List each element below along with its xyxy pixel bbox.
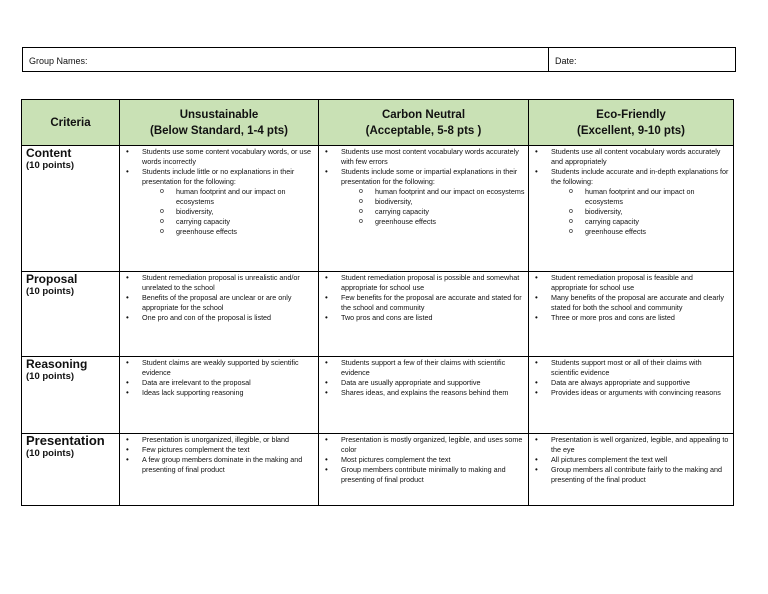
list-item: • Students support a few of their claims with scientific evidence bbox=[323, 358, 525, 378]
list-item: • Shares ideas, and explains the reasons behind them bbox=[323, 388, 525, 398]
proposal-unsustainable-cell bbox=[120, 272, 319, 357]
list-item: • Students include some or impartial explanations in their presentation for the following: o human footprint and our impact on ecosystems o biodiversity, o carrying capacity o greenhouse effects bbox=[323, 167, 525, 227]
sub-list-item: o biodiversity, bbox=[341, 197, 525, 207]
date-field[interactable] bbox=[549, 48, 735, 71]
list-item: • One pro and con of the proposal is listed bbox=[124, 313, 315, 323]
content-unsustainable-cell bbox=[120, 146, 319, 272]
list-item: • Presentation is mostly organized, legible, and uses some color bbox=[323, 435, 525, 455]
list-item: • Student remediation proposal is possible and somewhat appropriate for school use bbox=[323, 273, 525, 293]
reasoning-points: (10 points) bbox=[26, 371, 75, 382]
eco-friendly-header bbox=[529, 100, 734, 146]
list-item: • Most pictures complement the text bbox=[323, 455, 525, 465]
content-name: Content bbox=[26, 146, 72, 160]
presentation-row bbox=[22, 434, 734, 506]
group-names-field[interactable] bbox=[23, 48, 549, 71]
sub-list-item: o greenhouse effects bbox=[142, 227, 315, 237]
list-item: • Provides ideas or arguments with convincing reasons bbox=[533, 388, 730, 398]
reasoning-unsustainable-cell bbox=[120, 357, 319, 434]
reasoning-carbon-neutral-cell bbox=[319, 357, 529, 434]
content-eco-friendly-cell bbox=[529, 146, 734, 272]
sub-list-item: o biodiversity, bbox=[551, 207, 730, 217]
proposal-name: Proposal bbox=[26, 272, 78, 286]
list-item: • Few benefits for the proposal are accurate and stated for the school and community bbox=[323, 293, 525, 313]
carbon-neutral-header bbox=[319, 100, 529, 146]
presentation-carbon-neutral-cell bbox=[319, 434, 529, 506]
list-item: • Students use some content vocabulary words, or use words incorrectly bbox=[124, 147, 315, 167]
group-names-label: Group Names: bbox=[29, 56, 88, 66]
list-item: • Students include little or no explanations in their presentation for the following: o human footprint and our impact on ecosystems o biodiversity, o carrying capacity o greenhouse effects bbox=[124, 167, 315, 237]
reasoning-name: Reasoning bbox=[26, 357, 88, 371]
list-item: • Presentation is well organized, legible, and appealing to the eye bbox=[533, 435, 730, 455]
presentation-unsustainable-cell bbox=[120, 434, 319, 506]
presentation-criteria-cell bbox=[22, 434, 120, 506]
carbon-neutral-subtitle: (Acceptable, 5-8 pts ) bbox=[365, 124, 482, 137]
carbon-neutral-title: Carbon Neutral bbox=[381, 108, 466, 121]
list-item: • Data are always appropriate and supportive bbox=[533, 378, 730, 388]
list-item: • Ideas lack supporting reasoning bbox=[124, 388, 315, 398]
proposal-points: (10 points) bbox=[26, 286, 75, 297]
presentation-name: Presentation bbox=[26, 433, 105, 448]
unsustainable-title: Unsustainable bbox=[179, 108, 259, 121]
list-item: • Group members contribute minimally to making and presenting of final product bbox=[323, 465, 525, 485]
sub-list-item: o human footprint and our impact on ecosystems bbox=[551, 187, 730, 207]
list-item: • Data are usually appropriate and supportive bbox=[323, 378, 525, 388]
content-carbon-neutral-cell bbox=[319, 146, 529, 272]
sub-list-item: o human footprint and our impact on ecosystems bbox=[341, 187, 525, 197]
content-row bbox=[22, 146, 734, 272]
list-item: • Students include accurate and in-depth explanations for the following: o human footprint and our impact on ecosystems o biodiversity, o carrying capacity o greenhouse effects bbox=[533, 167, 730, 237]
list-item: • Three or more pros and cons are listed bbox=[533, 313, 730, 323]
list-item: • Group members all contribute fairly to the making and presenting of the final product bbox=[533, 465, 730, 485]
list-item: • Students use most content vocabulary words accurately with few errors bbox=[323, 147, 525, 167]
header-row bbox=[22, 100, 734, 146]
sub-list-item: o biodiversity, bbox=[142, 207, 315, 217]
list-item: • Many benefits of the proposal are accurate and clearly stated for both the school and community bbox=[533, 293, 730, 313]
date-label: Date: bbox=[555, 56, 577, 66]
list-item: • A few group members dominate in the making and presenting of final product bbox=[124, 455, 315, 475]
list-item: • Data are irrelevant to the proposal bbox=[124, 378, 315, 388]
list-item: • Student claims are weakly supported by scientific evidence bbox=[124, 358, 315, 378]
content-points: (10 points) bbox=[26, 160, 75, 171]
sub-list-item: o carrying capacity bbox=[142, 217, 315, 227]
proposal-eco-friendly-cell bbox=[529, 272, 734, 357]
list-item: • Student remediation proposal is unrealistic and/or unrelated to the school bbox=[124, 273, 315, 293]
unsustainable-subtitle: (Below Standard, 1-4 pts) bbox=[149, 124, 289, 137]
header-box bbox=[22, 47, 736, 72]
proposal-row bbox=[22, 272, 734, 357]
list-item: • All pictures complement the text well bbox=[533, 455, 730, 465]
presentation-eco-friendly-cell bbox=[529, 434, 734, 506]
list-item: • Presentation is unorganized, illegible, or bland bbox=[124, 435, 315, 445]
list-item: • Students use all content vocabulary words accurately and appropriately bbox=[533, 147, 730, 167]
proposal-criteria-cell bbox=[22, 272, 120, 357]
content-criteria-cell bbox=[22, 146, 120, 272]
sub-list-item: o greenhouse effects bbox=[551, 227, 730, 237]
list-item: • Students support most or all of their claims with scientific evidence bbox=[533, 358, 730, 378]
list-item: • Two pros and cons are listed bbox=[323, 313, 525, 323]
list-item: • Student remediation proposal is feasible and appropriate for school use bbox=[533, 273, 730, 293]
sub-list-item: o greenhouse effects bbox=[341, 217, 525, 227]
criteria-header: Criteria bbox=[22, 100, 120, 146]
unsustainable-header bbox=[120, 100, 319, 146]
proposal-carbon-neutral-cell bbox=[319, 272, 529, 357]
sub-list-item: o carrying capacity bbox=[551, 217, 730, 227]
sub-list-item: o carrying capacity bbox=[341, 207, 525, 217]
rubric-table bbox=[21, 99, 734, 506]
presentation-points: (10 points) bbox=[26, 448, 75, 459]
sub-list-item: o human footprint and our impact on ecosystems bbox=[142, 187, 315, 207]
eco-friendly-title: Eco-Friendly bbox=[596, 108, 666, 121]
reasoning-row bbox=[22, 357, 734, 434]
reasoning-criteria-cell bbox=[22, 357, 120, 434]
eco-friendly-subtitle: (Excellent, 9-10 pts) bbox=[576, 124, 685, 137]
reasoning-eco-friendly-cell bbox=[529, 357, 734, 434]
list-item: • Few pictures complement the text bbox=[124, 445, 315, 455]
list-item: • Benefits of the proposal are unclear or are only appropriate for the school bbox=[124, 293, 315, 313]
